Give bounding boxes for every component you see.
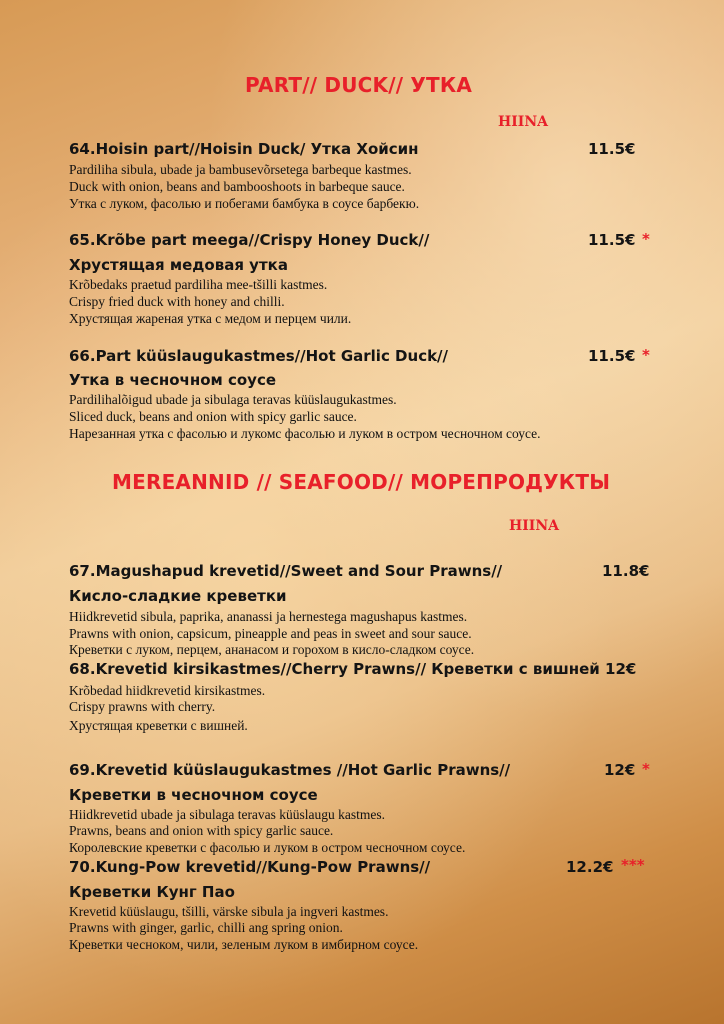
dish-price-67: 11.8€ bbox=[602, 562, 650, 580]
dish-price-69: 12€ bbox=[604, 761, 636, 779]
dish-desc-en-67: Prawns with onion, capsicum, pineapple and peas in sweet and sour sauce. bbox=[69, 626, 472, 641]
dish-desc-ru-69: Королевские креветки с фасолью и луком в остром чесночном соусе. bbox=[69, 840, 466, 855]
dish-desc-ru-64: Утка с луком, фасолью и побегами бамбука в соусе барбекю. bbox=[69, 196, 420, 211]
dish-price-70: 12.2€ bbox=[566, 858, 614, 876]
dish-desc-et-65: Krõbedaks praetud pardiliha mee-tšilli kastmes. bbox=[69, 277, 328, 292]
dish-name-ru-67: Кисло-сладкие креветки bbox=[69, 587, 287, 605]
dish-price-66: 11.5€ bbox=[588, 347, 636, 365]
dish-name-69: 69.Krevetid küüslaugukastmes //Hot Garlic Prawns// bbox=[69, 761, 511, 779]
dish-name-68: 68.Krevetid kirsikastmes//Cherry Prawns// Креветки с вишней 12€ bbox=[69, 660, 637, 678]
dish-desc-en-66: Sliced duck, beans and onion with spicy garlic sauce. bbox=[69, 409, 357, 424]
dish-desc-ru-70: Креветки чесноком, чили, зеленым луком в имбирном соусе. bbox=[69, 937, 419, 952]
dish-name-70: 70.Kung-Pow krevetid//Kung-Pow Prawns// bbox=[69, 858, 431, 876]
dish-desc-en-64: Duck with onion, beans and bambooshoots in barbeque sauce. bbox=[69, 179, 405, 194]
dish-desc-en-65: Crispy fried duck with honey and chilli. bbox=[69, 294, 285, 309]
spicy-marker-65: * bbox=[642, 230, 650, 248]
region-label-duck: HIINA bbox=[498, 114, 548, 130]
dish-name-ru-69: Креветки в чесночном соусе bbox=[69, 786, 318, 804]
dish-desc-en-69: Prawns, beans and onion with spicy garlic sauce. bbox=[69, 823, 334, 838]
dish-price-64: 11.5€ bbox=[588, 140, 636, 158]
dish-desc-et-68: Krõbedad hiidkrevetid kirsikastmes. bbox=[69, 683, 266, 698]
dish-desc-ru-65: Хрустящая жареная утка с медом и перцем чили. bbox=[69, 311, 352, 326]
section-title-duck: PART// DUCK// УТКА bbox=[245, 73, 473, 97]
dish-desc-ru-67: Креветки с луком, перцем, ананасом и горохом в кисло-сладком соусе. bbox=[69, 642, 475, 657]
dish-desc-et-70: Krevetid küüslaugu, tšilli, värske sibula ja ingveri kastmes. bbox=[69, 904, 389, 919]
dish-name-64: 64.Hoisin part//Hoisin Duck/ Утка Хойсин bbox=[69, 140, 419, 158]
dish-desc-en-70: Prawns with ginger, garlic, chilli ang spring onion. bbox=[69, 920, 343, 935]
dish-price-65: 11.5€ bbox=[588, 231, 636, 249]
dish-name-67: 67.Magushapud krevetid//Sweet and Sour Prawns// bbox=[69, 562, 503, 580]
dish-name-66: 66.Part küüslaugukastmes//Hot Garlic Duck// bbox=[69, 347, 449, 365]
spicy-marker-66: * bbox=[642, 346, 650, 364]
dish-desc-et-69: Hiidkrevetid ubade ja sibulaga teravas küüslaugu kastmes. bbox=[69, 807, 386, 822]
dish-desc-et-67: Hiidkrevetid sibula, paprika, ananassi ja hernestega magushapus kastmes. bbox=[69, 609, 468, 624]
dish-name-65: 65.Krõbe part meega//Crispy Honey Duck// bbox=[69, 231, 430, 249]
dish-desc-en-68: Crispy prawns with cherry. bbox=[69, 699, 216, 714]
dish-desc-ru-66: Нарезанная утка с фасолью и лукомс фасолью и луком в остром чесночном соусе. bbox=[69, 426, 541, 441]
spicy-marker-70: *** bbox=[621, 856, 645, 874]
region-label-seafood: HIINA bbox=[509, 518, 559, 534]
dish-desc-et-66: Pardilihalõigud ubade ja sibulaga teravas küüslaugukastmes. bbox=[69, 392, 397, 407]
dish-desc-et-64: Pardiliha sibula, ubade ja bambusevõrsetega barbeque kastmes. bbox=[69, 162, 412, 177]
section-title-seafood: MEREANNID // SEAFOOD// МОРЕПРОДУКТЫ bbox=[112, 470, 611, 494]
dish-name-ru-66: Утка в чесночном соусе bbox=[69, 371, 277, 389]
dish-name-ru-70: Креветки Кунг Пао bbox=[69, 883, 235, 901]
dish-name-ru-65: Хрустящая медовая утка bbox=[69, 256, 288, 274]
spicy-marker-69: * bbox=[642, 760, 650, 778]
dish-desc-ru-68: Хрустящая креветки с вишней. bbox=[69, 718, 248, 733]
